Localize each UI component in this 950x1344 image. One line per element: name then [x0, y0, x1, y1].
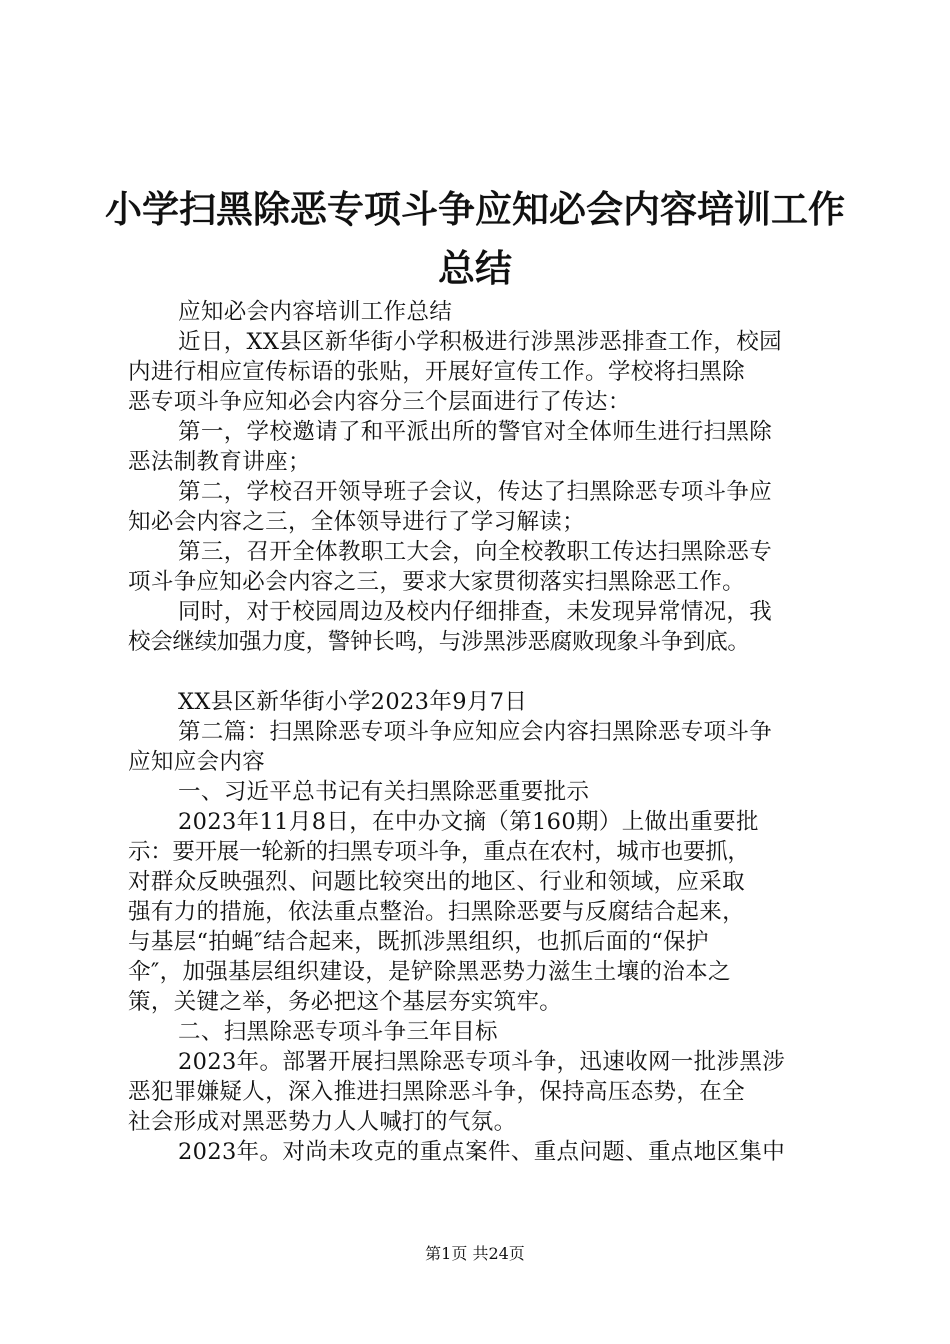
section-heading: 第二篇：扫黑除恶专项斗争应知应会内容扫黑除恶专项斗争	[178, 719, 773, 745]
blank-line	[128, 657, 840, 687]
document-title-line-2: 总结	[438, 247, 512, 290]
subtitle-paragraph: 应知必会内容培训工作总结	[178, 299, 453, 325]
paragraph-line: 第一，学校邀请了和平派出所的警官对全体师生进行扫黑除	[178, 419, 773, 445]
paragraph-line: 2023年。部署开展扫黑除恶专项斗争，迅速收网一批涉黑涉	[178, 1049, 786, 1075]
paragraph-line: 社会形成对黑恶势力人人喊打的气氛。	[128, 1109, 517, 1135]
paragraph-line: 伞″，加强基层组织建设，是铲除黑恶势力滋生土壤的治本之	[128, 959, 731, 985]
paragraph-line: 恶专项斗争应知必会内容分三个层面进行了传达：	[128, 389, 631, 415]
paragraph-line: 近日，XX县区新华街小学积极进行涉黑涉恶排查工作，校园	[178, 329, 782, 355]
paragraph-line: 内进行相应宣传标语的张贴，开展好宣传工作。学校将扫黑除	[128, 359, 745, 385]
paragraph-line: 恶犯罪嫌疑人，深入推进扫黑除恶斗争，保持高压态势，在全	[128, 1079, 745, 1105]
paragraph-line: 强有力的措施，依法重点整治。扫黑除恶要与反腐结合起来，	[128, 899, 745, 925]
document-body	[128, 297, 840, 1167]
paragraph-line: 2023年。对尚未攻克的重点案件、重点问题、重点地区集中	[178, 1139, 786, 1165]
document-title-line-1: 小学扫黑除恶专项斗争应知必会内容培训工作	[105, 188, 845, 231]
paragraph-line: 校会继续加强力度，警钟长鸣，与涉黑涉恶腐败现象斗争到底。	[128, 629, 750, 655]
paragraph-line: 对群众反映强烈、问题比较突出的地区、行业和领域，应采取	[128, 869, 745, 895]
paragraph-line: 示：要开展一轮新的扫黑专项斗争，重点在农村，城市也要抓，	[128, 839, 750, 865]
section-heading: 应知应会内容	[128, 749, 266, 775]
paragraph-line: 与基层“拍蝇″结合起来，既抓涉黑组织，也抓后面的“保护	[128, 929, 709, 955]
signature-date-line: XX县区新华街小学2023年9月7日	[178, 689, 528, 715]
paragraph-line: 第二，学校召开领导班子会议，传达了扫黑除恶专项斗争应	[178, 479, 773, 505]
subsection-heading: 二、扫黑除恶专项斗争三年目标	[178, 1019, 498, 1045]
page-footer: 第1页 共24页	[425, 1244, 525, 1263]
paragraph-line: 知必会内容之三，全体领导进行了学习解读；	[128, 509, 586, 535]
subsection-heading: 一、习近平总书记有关扫黑除恶重要批示	[178, 779, 590, 805]
paragraph-line: 项斗争应知必会内容之三，要求大家贯彻落实扫黑除恶工作。	[128, 569, 745, 595]
paragraph-line: 第三，召开全体教职工大会，向全校教职工传达扫黑除恶专	[178, 539, 773, 565]
paragraph-line: 同时，对于校园周边及校内仔细排查，未发现异常情况，我	[178, 599, 773, 625]
paragraph-line: 2023年11月8日，在中办文摘（第160期）上做出重要批	[178, 809, 759, 835]
paragraph-line: 策，关键之举，务必把这个基层夯实筑牢。	[128, 989, 563, 1015]
paragraph-line: 恶法制教育讲座；	[128, 449, 311, 475]
